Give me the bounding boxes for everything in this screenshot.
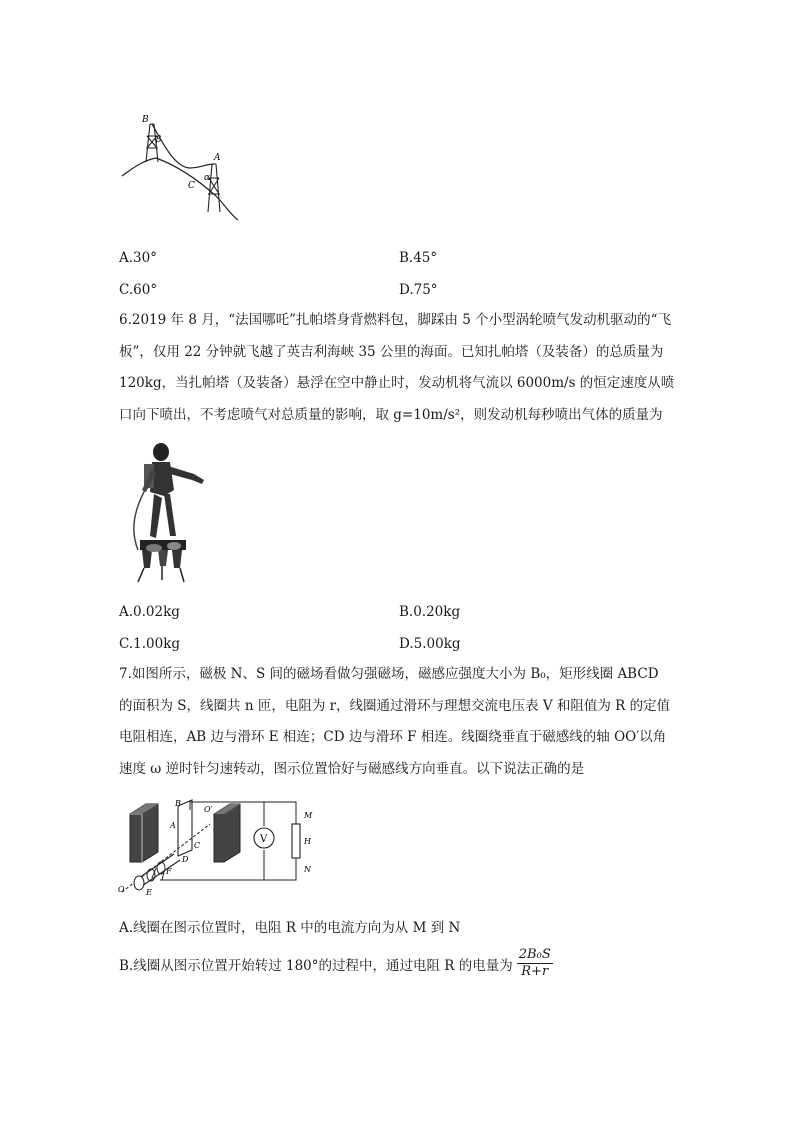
label-beta: β bbox=[156, 135, 162, 145]
q6-line: 120kg，当扎帕塔（及装备）悬浮在空中静止时，发动机将气流以 6000m/s 的恒定速度从喷 bbox=[119, 375, 675, 391]
q6-stem bbox=[119, 305, 679, 431]
flyboard-photo bbox=[124, 440, 216, 585]
label-a: A bbox=[170, 821, 176, 830]
label-n: N bbox=[304, 865, 311, 874]
label-alpha: α bbox=[204, 173, 211, 183]
label-c: C bbox=[194, 841, 201, 850]
label-h: H bbox=[304, 837, 311, 846]
label-o: O bbox=[118, 885, 125, 894]
q7-line: 的面积为 S，线圈共 n 匝，电阻为 r，线圈通过滑环与理想交流电压表 V 和阻值为 R 的定值 bbox=[119, 697, 671, 714]
q5-option-b[interactable]: B.45° bbox=[399, 250, 438, 266]
generator-circuit-diagram bbox=[116, 796, 322, 896]
tower-cable-diagram bbox=[118, 112, 240, 224]
q6-option-d[interactable]: D.5.00kg bbox=[399, 636, 461, 652]
q6-figure bbox=[124, 440, 216, 585]
fraction-denominator: R+r bbox=[521, 964, 549, 979]
q6-option-a[interactable]: A.0.02kg bbox=[119, 604, 180, 620]
q5-figure bbox=[118, 112, 240, 224]
q6-line: 6.2019 年 8 月，“法国哪吒”扎帕塔身背燃料包，脚踩由 5 个小型涡轮喷气发动机驱动的“飞 bbox=[119, 312, 672, 328]
q7-option-b[interactable] bbox=[119, 947, 553, 980]
label-e: E bbox=[146, 888, 152, 896]
label-b: B bbox=[142, 115, 149, 125]
q7-line: 电阻相连，AB 边与滑环 E 相连；CD 边与滑环 F 相连。线圈绕垂直于磁感线的轴 OO′以角 bbox=[119, 729, 667, 745]
label-o-prime: O′ bbox=[204, 805, 213, 814]
label-d: D bbox=[182, 855, 189, 864]
q6-line: 口向下喷出，不考虑喷气对总质量的影响，取 g=10m/s²，则发动机每秒喷出气体的质量为 bbox=[119, 406, 663, 423]
q7-figure bbox=[116, 796, 322, 896]
label-a: A bbox=[214, 153, 221, 163]
q6-option-b[interactable]: B.0.20kg bbox=[399, 604, 461, 620]
q7-option-b-text: B.线圈从图示位置开始转过 180°的过程中，通过电阻 R 的电量为 bbox=[119, 957, 513, 974]
label-f: F bbox=[166, 867, 172, 876]
q5-option-a[interactable]: A.30° bbox=[119, 250, 157, 266]
q7-option-a[interactable]: A.线圈在图示位置时，电阻 R 中的电流方向为从 M 到 N bbox=[119, 920, 461, 936]
q5-option-d[interactable]: D.75° bbox=[399, 282, 438, 298]
q6-option-c[interactable]: C.1.00kg bbox=[119, 636, 181, 652]
label-c: C bbox=[188, 181, 195, 191]
q7-option-b-fraction bbox=[517, 947, 553, 980]
label-v: V bbox=[260, 834, 268, 845]
q7-line: 速度 ω 逆时针匀速转动，图示位置恰好与磁感线方向垂直。以下说法正确的是 bbox=[119, 760, 585, 777]
q7-line: 7.如图所示，磁极 N、S 间的磁场看做匀强磁场，磁感应强度大小为 B₀，矩形线圈 ABCD bbox=[119, 666, 659, 682]
q6-line: 板”，仅用 22 分钟就飞越了英吉利海峡 35 公里的海面。已知扎帕塔（及装备）的总质量为 bbox=[119, 343, 664, 360]
label-m: M bbox=[304, 811, 313, 820]
label-b: B bbox=[175, 799, 181, 808]
fraction-numerator: 2B₀S bbox=[518, 947, 551, 962]
q7-stem bbox=[119, 659, 679, 785]
q5-option-c[interactable]: C.60° bbox=[119, 282, 158, 298]
